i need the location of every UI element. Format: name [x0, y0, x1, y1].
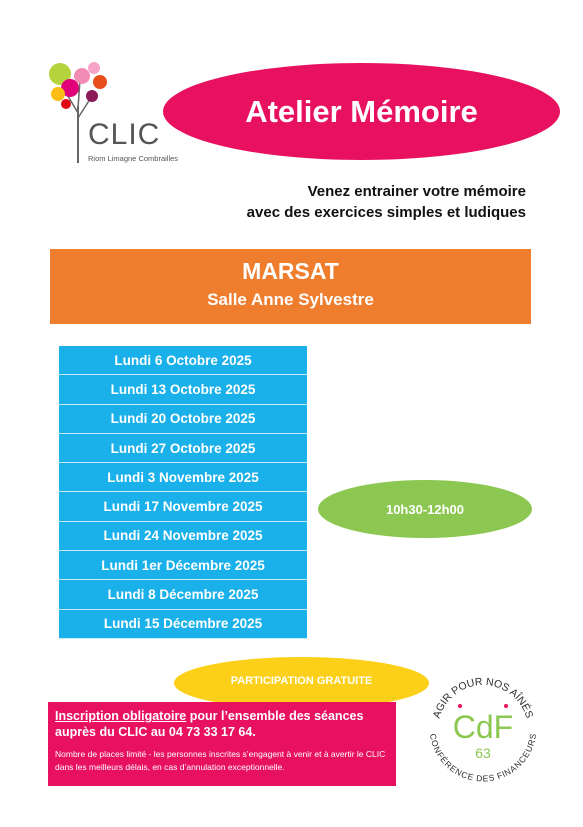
time-text: 10h30-12h00 — [385, 501, 465, 517]
date-row: Lundi 8 Décembre 2025 — [59, 580, 307, 609]
dates-table — [59, 346, 307, 639]
time-badge — [318, 480, 532, 538]
date-row: Lundi 1er Décembre 2025 — [59, 551, 307, 580]
badge-number: 63 — [475, 745, 491, 761]
badge-top-text: AGIR POUR NOS AÎNÉS — [430, 675, 536, 720]
date-row: Lundi 13 Octobre 2025 — [59, 375, 307, 404]
date-row: Lundi 20 Octobre 2025 — [59, 405, 307, 434]
badge-center: CdF — [452, 709, 514, 745]
date-row: Lundi 17 Novembre 2025 — [59, 492, 307, 521]
date-row: Lundi 3 Novembre 2025 — [59, 463, 307, 492]
location-room: Salle Anne Sylvestre — [207, 290, 374, 309]
date-row: Lundi 24 Novembre 2025 — [59, 522, 307, 551]
participation-text: PARTICIPATION GRATUITE — [230, 675, 373, 687]
inscription-details: pour l’ensemble des séances auprès du CLIC au 04 73 33 17 64. — [55, 709, 364, 739]
location-banner — [50, 249, 531, 324]
inscription-text — [55, 708, 388, 740]
date-row: Lundi 27 Octobre 2025 — [59, 434, 307, 463]
subtitle-line-1: Venez entrainer votre mémoire — [307, 183, 526, 200]
date-row: Lundi 6 Octobre 2025 — [59, 346, 307, 375]
location-city: MARSAT — [242, 258, 339, 284]
page-title: Atelier Mémoire — [245, 93, 478, 129]
badge-bottom-text: CONFÉRENCE DES FINANCEURS — [427, 732, 539, 784]
logo-name: CLIC — [88, 118, 161, 151]
subtitle-line-2: avec des exercices simples et ludiques — [246, 204, 526, 221]
date-row: Lundi 15 Décembre 2025 — [59, 610, 307, 639]
cdf-logo — [424, 668, 542, 786]
subtitle — [247, 181, 526, 223]
inscription-note: Nombre de places limité - les personnes inscrites s’engagent à venir et à avertir le CLIC dans les meilleurs délais, en cas d’annulation exceptionnelle. — [55, 749, 386, 772]
title-banner — [163, 63, 560, 160]
logo-subtitle: Riom Limagne Combrailles — [88, 154, 179, 163]
inscription-box — [48, 702, 396, 786]
inscription-required: Inscription obligatoire — [55, 709, 187, 723]
clic-logo — [48, 58, 178, 168]
